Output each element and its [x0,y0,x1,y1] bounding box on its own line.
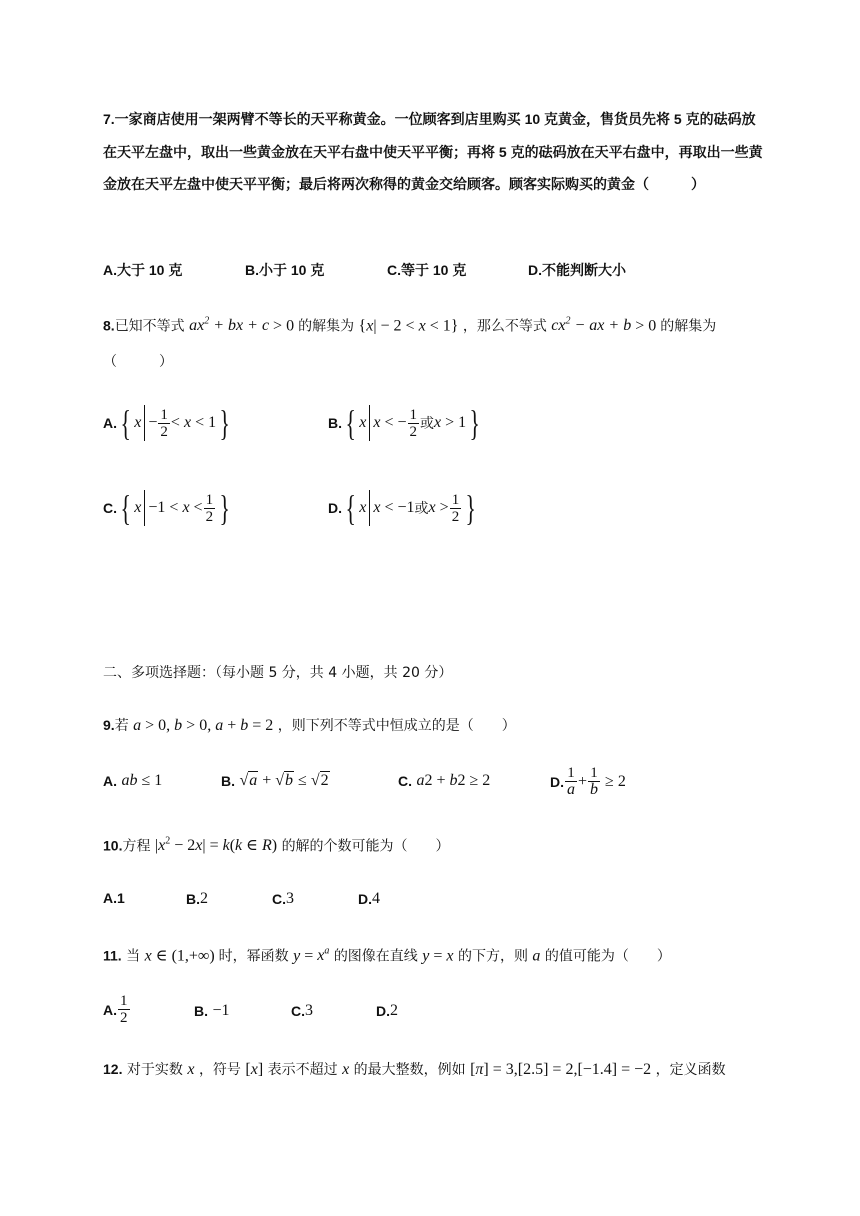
question-7-text: 7.一家商店使用一架两臂不等长的天平称黄金。一位顾客到店里购买 10 克黄金，售货员先将 5 克的砝码放在天平左盘中，取出一些黄金放在天平右盘中使天平平衡；再将 5 克的砝码放在天平右盘中，再取出一些黄金放在天平左盘中使天平平衡；最后将两次称得的黄金交给顾客。顾客实际购买的黄金（ ） [103,111,763,192]
q8-option-d[interactable]: D. { x x < −1 或 x > $\frac{1}{2}$ } [328,488,477,528]
question-10-line: 10.方程 $|x^2 - 2x| = k(k$ ∈ R) 的解的个数可能为（ ） [103,836,450,855]
q11-option-b[interactable]: B. −1 [194,1002,230,1019]
q9-option-a[interactable]: A. ab ≤ 1 [103,772,163,789]
q10-option-d[interactable]: D. 4 [358,890,380,907]
q11-option-c[interactable]: C. 3 [291,1002,313,1019]
q8-paren: （ ） [103,354,173,370]
q11-option-d[interactable]: D. 2 [376,1002,398,1019]
question-9-line: 9.若 a > 0, b > 0, a + b = 2 ，则下列不等式中恒成立的是（ ） [103,717,516,734]
question-11-line: 11. 当 x ∈ (1,+∞) 时，幂函数 $y = x^a$ 的图像在直线 y = x 的下方，则 a 的值可能为（ ） [103,946,671,965]
q7-option-d[interactable]: D.不能判断大小 [528,262,626,278]
section-2-heading: 二、多项选择题：（每小题 5 分，共 4 小题，共 20 分） [103,665,453,681]
q8-option-a[interactable]: A. { x − $\frac{1}{2}$ < x < 1 } [103,403,230,443]
q8-option-c[interactable]: C. { x −1 < x < $\frac{1}{2}$ } [103,488,230,528]
q8-option-b[interactable]: B. { x x < − $\frac{1}{2}$ 或 x > 1 } [328,403,481,443]
q11-option-a[interactable]: A. $\frac{1}{2}$ [103,993,128,1026]
q7-option-b[interactable]: B.小于 10 克 [245,262,325,278]
q7-option-c[interactable]: C.等于 10 克 [387,262,467,278]
q10-option-a[interactable]: A. 1 [103,890,125,906]
q10-option-b[interactable]: B. 2 [186,890,208,907]
question-12-line: 12. 对于实数 x ，符号 [x] 表示不超过 x 的最大整数，例如 [π] = 3,[2.5] = 2,[−1.4] = −2 ，定义函数 [103,1061,726,1078]
q10-option-c[interactable]: C. 3 [272,890,294,907]
q9-option-d[interactable]: D. $\frac{1}{a}$ + $\frac{1}{b}$ ≥ 2 [550,765,626,798]
q7-option-a[interactable]: A.大于 10 克 [103,262,183,278]
q8-solution-set: {x| − 2 < x < 1} [358,317,459,335]
q8-new-inequality: $cx^2$ − ax + b [551,316,632,335]
question-8-line: 8.已知不等式 $ax^2$ + bx + c > 0 的解集为 {x| − 2 < x < 1} ，那么不等式 $cx^2$ − ax + b > 0 的解集为 [103,316,717,335]
q9-option-c[interactable]: C. a 2 + b 2 ≥ 2 [398,772,491,789]
q8-inequality: $ax^2$ + bx + c [189,316,270,335]
q9-option-b[interactable]: B. √a + √b ≤ √2 [221,772,329,789]
